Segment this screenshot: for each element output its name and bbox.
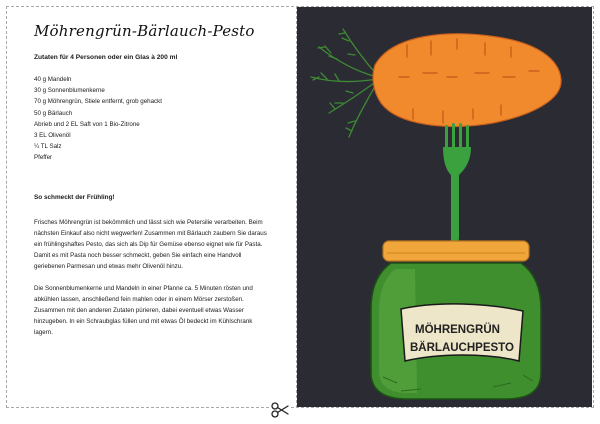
ingredient-item: 70 g Möhrengrün, Stiele entfernt, grob gehackt	[34, 98, 162, 106]
scissors-icon	[270, 402, 290, 418]
servings-line: Zutaten für 4 Personen oder ein Glas à 200 ml	[34, 54, 178, 61]
recipe-page	[30, 22, 280, 402]
jar-label-line1: MÖHRENGRÜN	[415, 324, 500, 336]
ingredient-item: 40 g Mandeln	[34, 76, 72, 83]
jar-label-line2: BÄRLAUCHPESTO	[410, 342, 514, 354]
ingredient-item: ¼ TL Salz	[34, 143, 62, 151]
method-paragraph: Die Sonnenblumenkerne und Mandeln in einer Pfanne ca. 5 Minuten rösten und abkühlen lassen, anschließend fein mahlen oder in einem Mörser zerstoßen. Zusammen mit den anderen Zutaten pürieren, dabei eventuell etwas Wasser hinzugeben. In ein Schraubglas füllen und mit etwas Öl bedeckt im Kühlschrank lagern.	[34, 284, 253, 337]
ingredient-item: Pfeffer	[34, 154, 53, 162]
recipe-title: Möhrengrün-Bärlauch-Pesto	[34, 22, 255, 40]
section-heading: So schmeckt der Frühling!	[34, 193, 115, 201]
pesto-jar	[371, 241, 541, 399]
ingredient-item: 30 g Sonnenblumenkerne	[34, 87, 105, 95]
ingredient-list	[34, 74, 280, 164]
illustration-art	[297, 7, 592, 407]
ingredient-item: Abrieb und 2 EL Saft von 1 Bio-Zitrone	[34, 120, 140, 128]
pesto-illustration	[297, 7, 592, 407]
ingredient-item: 3 EL Olivenöl	[34, 132, 71, 140]
ingredient-item: 50 g Bärlauch	[34, 109, 73, 117]
intro-paragraph: Frisches Möhrengrün ist bekömmlich und lässt sich wie Petersilie verarbeiten. Beim nächsten Einkauf also nicht wegwerfen! Zusammen mit Bärlauch zaubern Sie daraus ein frühlingshaftes Pesto, das sich als Dip für Gemüse ebenso eignet wie für Pasta. Damit es mit Pasta noch besser schmeckt, geben Sie einfach eine Handvoll geriebenen Parmesan und etwas mehr Olivenöl hinzu.	[34, 218, 267, 271]
